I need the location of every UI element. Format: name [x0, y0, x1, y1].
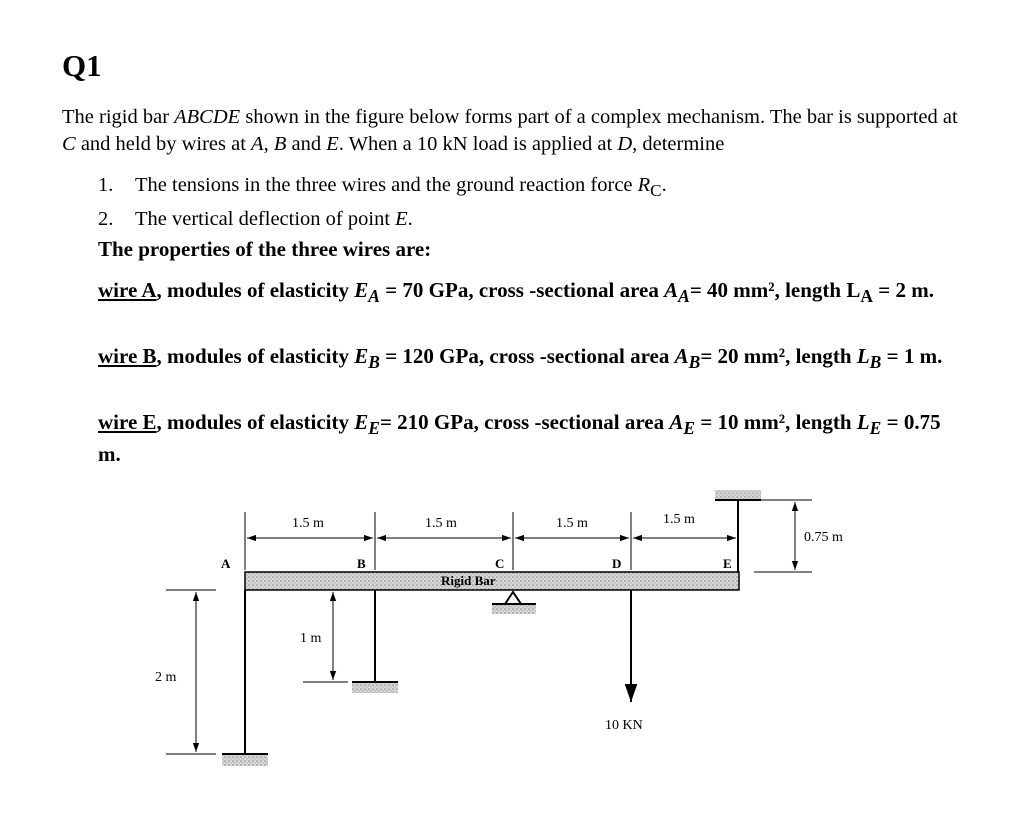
wire-a-properties: wire A, modules of elasticity $E_A = 70$ GPa, cross -sectional area $A_A= 40$ mm², length $L_A = 2$ m.	[98, 278, 934, 307]
span-label-bc: 1.5 m	[425, 516, 457, 531]
wire-e-length-label: 0.75 m	[804, 530, 843, 545]
pin-support-c	[505, 592, 521, 604]
pin-ground-hatch	[492, 605, 536, 614]
ground-support-a	[222, 754, 268, 766]
load-label: 10 KN	[605, 718, 643, 733]
task-item: 2. The vertical deflection of point E.	[98, 208, 413, 231]
ceiling-support-e	[715, 490, 761, 500]
question-title: Q1	[62, 48, 102, 83]
point-label-d: D	[612, 556, 622, 571]
properties-heading: The properties of the three wires are:	[98, 237, 432, 261]
span-label-cd: 1.5 m	[556, 516, 588, 531]
wire-a-length-label: 2 m	[155, 670, 177, 685]
ground-support-b	[352, 682, 398, 693]
wire-e-properties: wire E, modules of elasticity $E_E= 210$ GPa, cross -sectional area $A_E = 10$ mm², length $L_E = 0.75$ m.	[98, 410, 941, 467]
point-label-e: E	[723, 556, 732, 571]
task-item: 1. The tensions in the three wires and the ground reaction force $R_C$.	[98, 174, 667, 201]
problem-statement: The rigid bar ABCDE shown in the figure below forms part of a complex mechanism. The bar is supported at C and held by wires at A, B and E. When a 10 kN load is applied at D, determine	[62, 106, 958, 155]
span-label-de: 1.5 m	[663, 512, 695, 527]
point-label-b: B	[357, 556, 366, 571]
rigid-bar-label: Rigid Bar	[441, 573, 496, 588]
span-label-ab: 1.5 m	[292, 516, 324, 531]
wire-b-length-label: 1 m	[300, 631, 322, 646]
point-label-a: A	[221, 556, 231, 571]
wire-b-properties: wire B, modules of elasticity $E_B = 120$ GPa, cross -sectional area $A_B= 20$ mm², length $L_B = 1$ m.	[98, 344, 943, 373]
point-label-c: C	[495, 556, 505, 571]
